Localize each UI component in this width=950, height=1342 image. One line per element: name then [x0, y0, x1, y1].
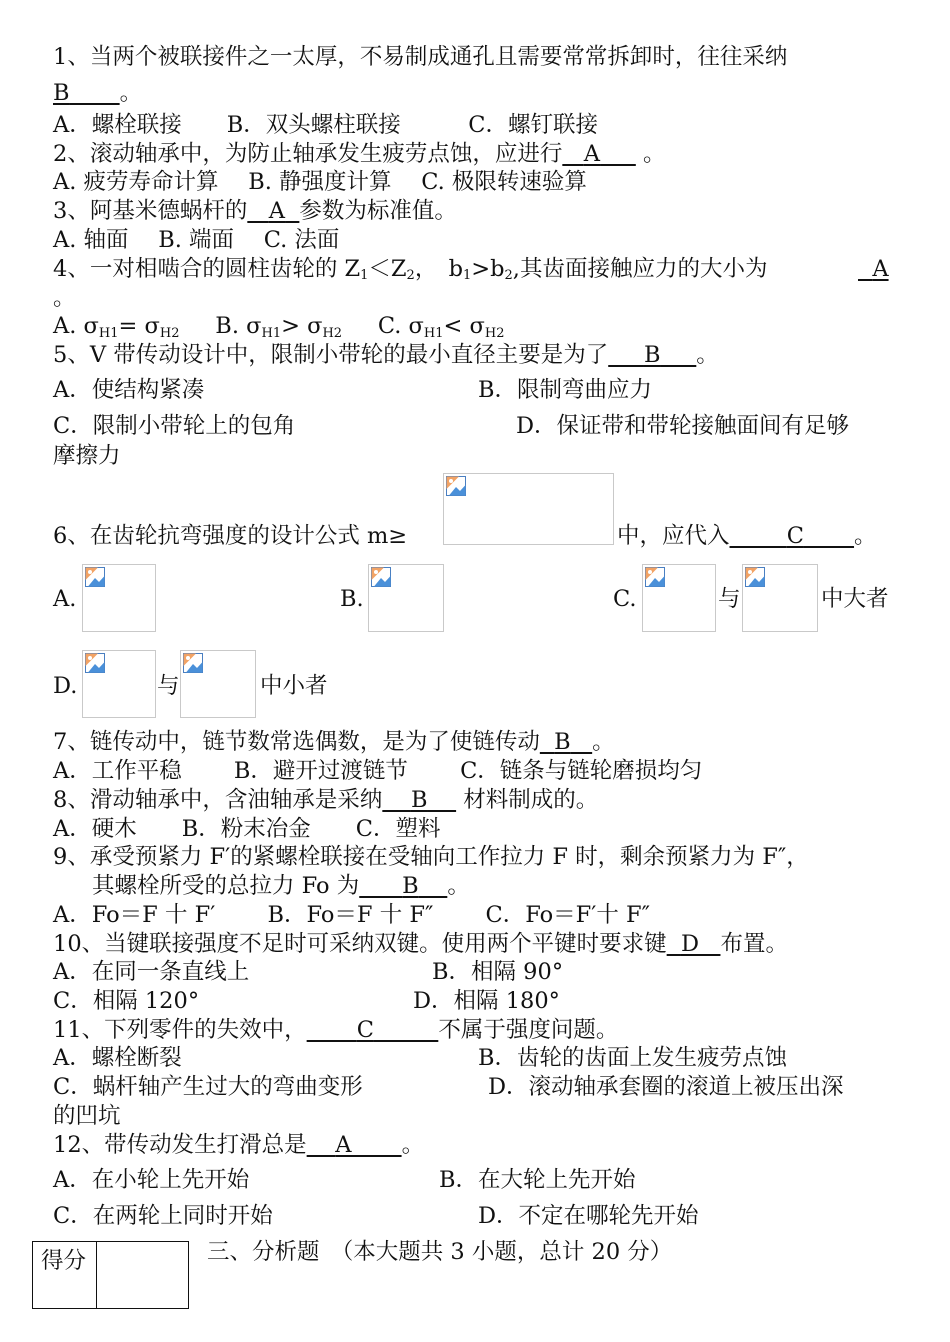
q8-line: 8、滑动轴承中，含油轴承是采纳 B 材料制成的。	[53, 787, 599, 813]
q2-answer: A	[583, 141, 601, 167]
q3-options: A. 轴面 B. 端面 C. 法面	[53, 227, 340, 253]
option-d-image-2	[180, 650, 256, 718]
score-label-cell	[33, 1242, 97, 1309]
q6-option-d-label: D.	[53, 673, 78, 699]
q2-options: A. 疲劳寿命计算 B. 静强度计算 C. 极限转速验算	[53, 169, 587, 195]
q6-option-c-and: 与	[718, 586, 741, 612]
q10-answer: D	[680, 931, 699, 957]
broken-image-icon	[183, 653, 203, 673]
q2-line: 2、滚动轴承中，为防止轴承发生疲劳点蚀，应进行 A 。	[53, 141, 666, 167]
q7-options: A．工作平稳 B．避开过渡链节 C．链条与链轮磨损均匀	[53, 758, 703, 784]
q5-option-c: C．限制小带轮上的包角	[53, 413, 296, 439]
q1-options: A．螺栓联接 B．双头螺柱联接 C．螺钉联接	[53, 112, 598, 138]
option-c-image-1	[642, 564, 716, 632]
q10-option-c: C．相隔 120°	[53, 988, 200, 1014]
q5-option-d-cont: 摩擦力	[53, 443, 121, 469]
q11-option-c: C．蜗杆轴产生过大的弯曲变形	[53, 1074, 363, 1100]
q4-answer: A	[872, 256, 889, 282]
broken-image-icon	[645, 567, 665, 587]
option-a-image	[82, 564, 156, 632]
q3-line: 3、阿基米德蜗杆的 A 参数为标准值。	[53, 198, 457, 224]
q10-option-a: A．在同一条直线上	[53, 959, 250, 985]
q4-options: A. σH1= σH2 B. σH1> σH2 C. σH1< σH2	[53, 313, 505, 341]
formula-image	[443, 473, 614, 545]
q5-option-a: A．使结构紧凑	[53, 377, 205, 403]
q8-answer: B	[410, 787, 428, 813]
q12-answer: A	[335, 1132, 352, 1158]
broken-image-icon	[85, 653, 105, 673]
q12-line: 12、带传动发生打滑总是 A 。	[53, 1132, 425, 1158]
q9-answer: B	[402, 873, 419, 899]
section-3-title: 三、分析题 （本大题共 3 小题，总计 20 分）	[207, 1239, 673, 1265]
q11-option-d-cont: 的凹坑	[53, 1103, 121, 1129]
q6-stem: 6、在齿轮抗弯强度的设计公式 m≥	[53, 523, 408, 549]
q1-stem: 1、当两个被联接件之一太厚，不易制成通孔且需要常常拆卸时，往往采纳	[53, 44, 788, 70]
q4-line: 4、一对相啮合的圆柱齿轮的 $Z_1<Z_2$， $b_1>b_2$,其齿面接触应力的大小为	[53, 256, 768, 283]
q11-option-d: D．滚动轴承套圈的滚道上被压出深	[488, 1074, 844, 1100]
broken-image-icon	[371, 567, 391, 587]
broken-image-icon	[745, 567, 765, 587]
q5-answer: B	[643, 342, 661, 368]
q7-answer: B	[554, 729, 571, 755]
q5-option-b: B．限制弯曲应力	[478, 377, 653, 403]
q1-answer: B	[53, 80, 70, 106]
q6-option-a-label: A.	[53, 586, 77, 612]
q12-option-a: A．在小轮上先开始	[53, 1167, 250, 1193]
broken-image-icon	[446, 476, 466, 496]
q10-option-d: D．相隔 180°	[413, 988, 560, 1014]
q10-line: 10、当键联接强度不足时可采纳双键。使用两个平键时要求键 D 布置。	[53, 931, 788, 957]
q6-option-d-tail: 中小者	[260, 673, 328, 699]
option-b-image	[368, 564, 444, 632]
option-c-image-2	[742, 564, 818, 632]
q12-option-c: C．在两轮上同时开始	[53, 1203, 273, 1229]
q6-answer: C	[786, 523, 804, 549]
q6-option-c-tail: 中大者	[821, 586, 889, 612]
score-value-cell[interactable]	[97, 1242, 189, 1309]
q5-option-d: D．保证带和带轮接触面间有足够	[516, 413, 850, 439]
q11-option-a: A．螺栓断裂	[53, 1045, 182, 1071]
q11-line: 11、下列零件的失效中， C 不属于强度问题。	[53, 1017, 619, 1043]
q6-option-b-label: B.	[340, 586, 364, 612]
q8-options: A．硬木 B．粉末冶金 C．塑料	[53, 816, 441, 842]
score-label: 得分	[41, 1248, 87, 1274]
q3-answer: A	[268, 198, 286, 224]
q1-answer-line: B 。	[53, 80, 143, 106]
q4-end: 。	[53, 285, 76, 311]
q9-options: A．Fo＝F 十 F′ B．Fo＝F 十 F″ C．Fo＝F′十 F″	[53, 902, 651, 928]
q12-option-d: D．不定在哪轮先开始	[478, 1203, 699, 1229]
q12-option-b: B．在大轮上先开始	[439, 1167, 636, 1193]
q7-line: 7、链传动中，链节数常选偶数，是为了使链传动 B 。	[53, 729, 615, 755]
score-box	[32, 1241, 189, 1309]
q9-stem: 9、承受预紧力 F′的紧螺栓联接在受轴向工作拉力 F 时，剩余预紧力为 F″，	[53, 844, 809, 870]
q10-option-b: B．相隔 90°	[432, 959, 564, 985]
q11-option-b: B．齿轮的齿面上发生疲劳点蚀	[478, 1045, 788, 1071]
q5-line: 5、V 带传动设计中，限制小带轮的最小直径主要是为了 B 。	[53, 342, 719, 368]
q6-option-c-label: C.	[613, 586, 637, 612]
q11-answer: C	[356, 1017, 374, 1043]
broken-image-icon	[85, 567, 105, 587]
q6-tail: 中，应代入 C 。	[617, 523, 877, 549]
q6-option-d-and: 与	[157, 673, 180, 699]
option-d-image-1	[82, 650, 156, 718]
q9-line2: 其螺栓所受的总拉力 Fo 为 B 。	[92, 873, 470, 899]
